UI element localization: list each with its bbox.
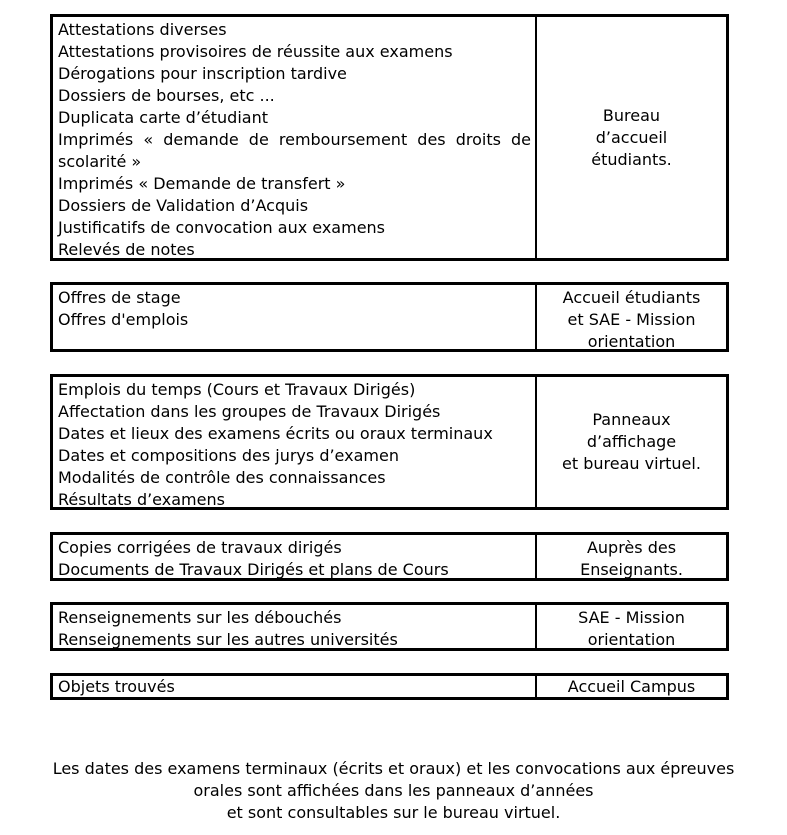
location-cell <box>537 605 726 648</box>
list-item: Attestations diverses <box>58 20 227 39</box>
items-cell <box>53 535 537 578</box>
items-cell <box>53 676 537 697</box>
services-table-info <box>50 602 729 651</box>
list-item: Imprimés « demande de remboursement des droits de <box>58 130 531 149</box>
location-label: d’affichage <box>586 432 677 451</box>
list-item: Copies corrigées de travaux dirigés <box>58 538 342 557</box>
list-item: scolarité » <box>58 152 142 171</box>
footer-line: et sont consultables sur le bureau virtuel. <box>226 803 561 822</box>
location-label: Panneaux <box>592 410 671 429</box>
services-table-teaching <box>50 532 729 581</box>
footer-note <box>0 758 787 824</box>
list-item: Affectation dans les groupes de Travaux Dirigés <box>58 402 441 421</box>
location-cell <box>537 535 726 578</box>
location-cell <box>537 285 726 349</box>
location-label: et SAE - Mission <box>567 310 696 329</box>
list-item: Objets trouvés <box>58 677 175 696</box>
list-item: Dérogations pour inscription tardive <box>58 64 347 83</box>
services-table-schedules <box>50 374 729 510</box>
items-cell <box>53 17 537 258</box>
list-item: Duplicata carte d’étudiant <box>58 108 268 127</box>
list-item: Offres d'emplois <box>58 310 189 329</box>
list-item: Justificatifs de convocation aux examens <box>58 218 386 237</box>
location-label: étudiants. <box>591 149 672 169</box>
location-label: Enseignants. <box>580 560 683 579</box>
list-item: Dates et compositions des jurys d’examen <box>58 446 399 465</box>
list-item: Modalités de contrôle des connaissances <box>58 468 386 487</box>
items-cell <box>53 377 537 507</box>
location-cell <box>537 17 726 258</box>
location-label: orientation <box>587 332 676 351</box>
location-label: Accueil Campus <box>567 677 696 696</box>
list-item: Dossiers de bourses, etc ... <box>58 86 275 105</box>
list-item: Emplois du temps (Cours et Travaux Dirigés) <box>58 380 416 399</box>
location-cell <box>537 377 726 507</box>
location-label: d’accueil <box>595 127 668 147</box>
list-item: Résultats d’examens <box>58 490 225 509</box>
location-cell <box>537 676 726 697</box>
list-item: Documents de Travaux Dirigés et plans de Cours <box>58 560 449 579</box>
items-cell <box>53 285 537 349</box>
list-item: Renseignements sur les autres universités <box>58 630 398 649</box>
footer-line: orales sont affichées dans les panneaux d’années <box>193 781 594 800</box>
location-label: Accueil étudiants <box>562 288 701 307</box>
services-table-offers <box>50 282 729 352</box>
services-table-documents <box>50 14 729 261</box>
list-item: Offres de stage <box>58 288 181 307</box>
items-cell <box>53 605 537 648</box>
list-item: Renseignements sur les débouchés <box>58 608 342 627</box>
location-label: Bureau <box>602 105 661 125</box>
list-item: Imprimés « Demande de transfert » <box>58 174 346 193</box>
list-item: Dossiers de Validation d’Acquis <box>58 196 309 215</box>
services-table-lost-found <box>50 673 729 700</box>
list-item: Relevés de notes <box>58 240 195 259</box>
footer-line: Les dates des examens terminaux (écrits et oraux) et les convocations aux épreuves <box>52 759 735 778</box>
location-label: orientation <box>587 630 676 649</box>
location-label: et bureau virtuel. <box>562 454 701 473</box>
list-item: Attestations provisoires de réussite aux examens <box>58 42 453 61</box>
location-label: SAE - Mission <box>578 608 685 627</box>
list-item: Dates et lieux des examens écrits ou oraux terminaux <box>58 424 493 443</box>
location-label: Auprès des <box>586 538 677 557</box>
